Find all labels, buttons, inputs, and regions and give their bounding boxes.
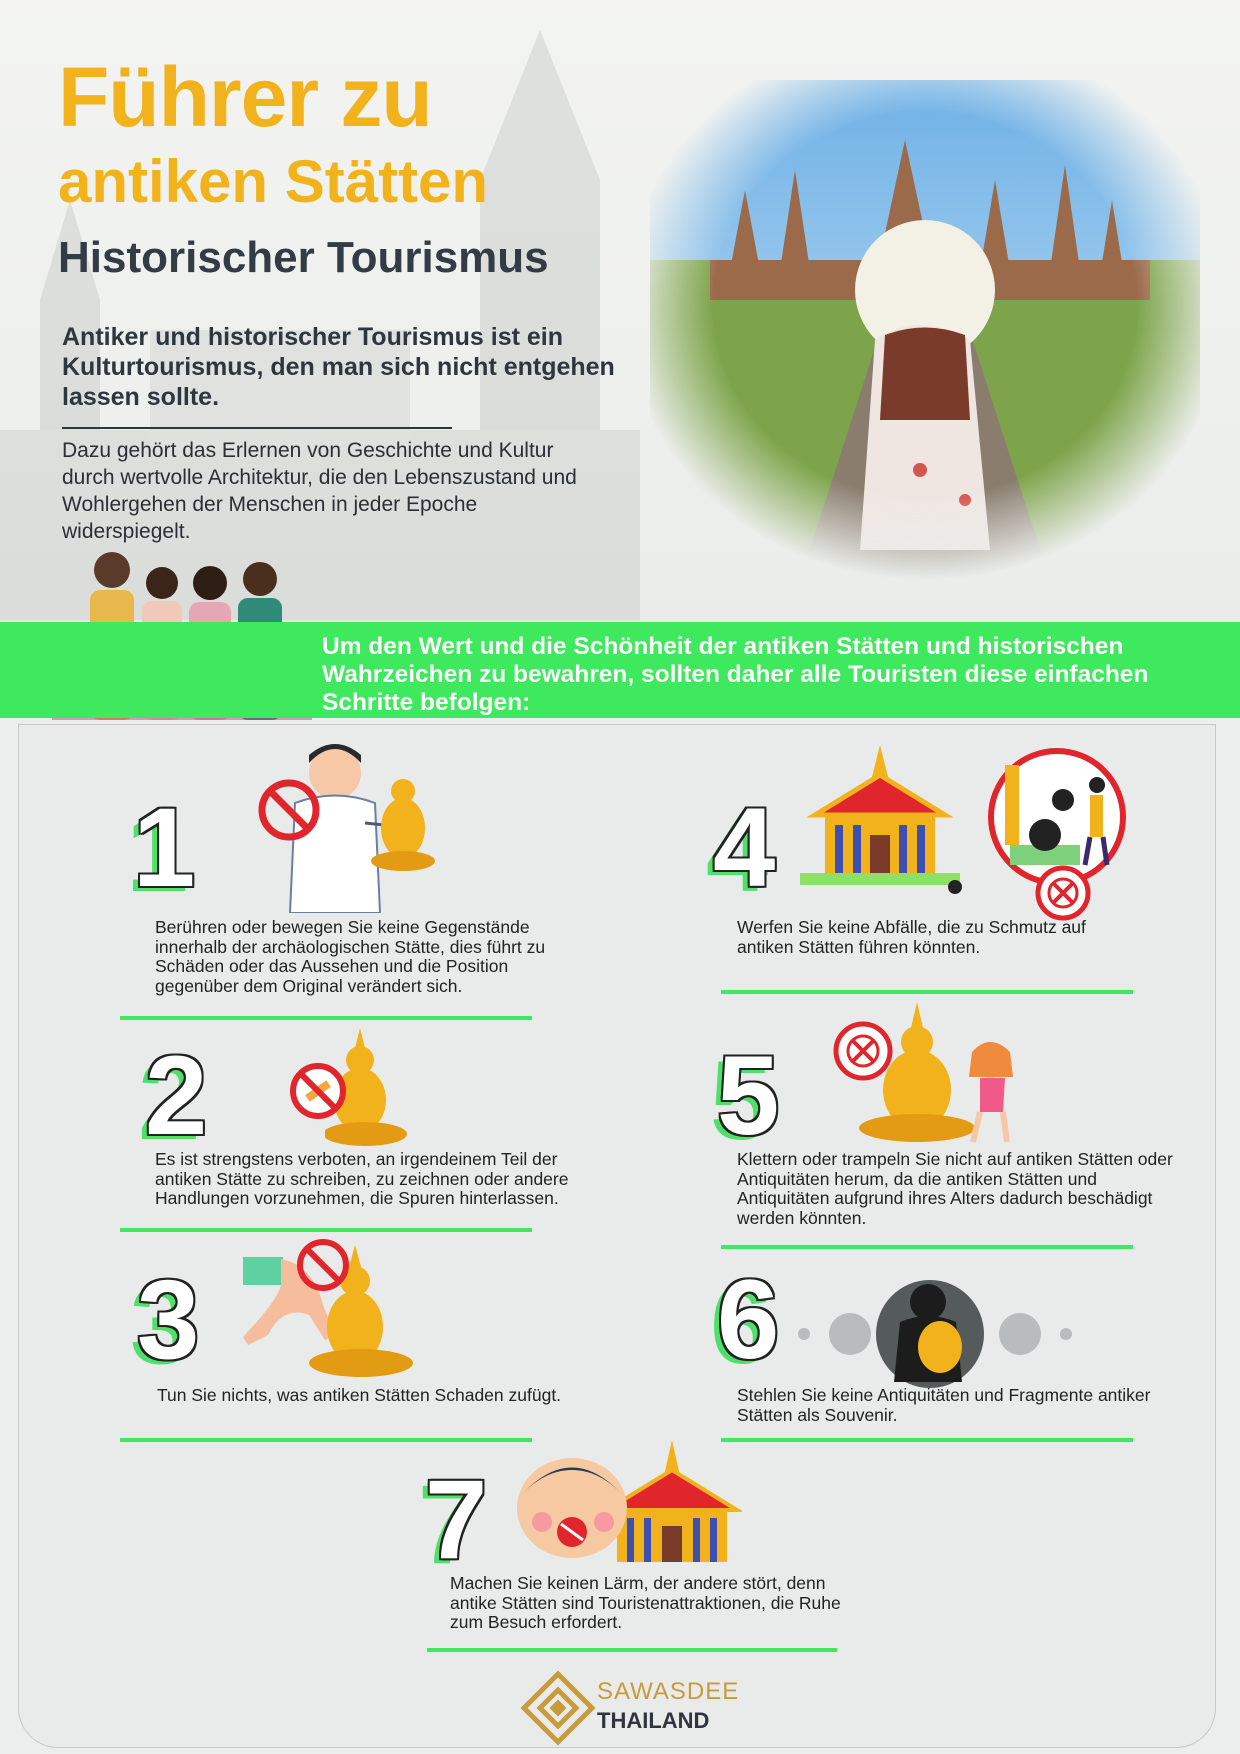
- step-6-illustration: [790, 1262, 1080, 1392]
- step-6-divider: [721, 1438, 1133, 1442]
- step-3-number: 3: [137, 1257, 200, 1382]
- step-2-no-pencil-icon: [289, 1062, 347, 1120]
- step-5-text: Klettern oder trampeln Sie nicht auf antiken Stätten oder Antiquitäten herum, da die antiken Stätten und Antiquitäten aufgrund ihres Alters dadurch beschädigt werden könnten.: [737, 1149, 1173, 1228]
- step-2-divider: [120, 1228, 532, 1232]
- step-7-illustration: [512, 1440, 742, 1570]
- brand-name-line1: SAWASDEE: [597, 1678, 740, 1705]
- step-4-divider: [721, 990, 1133, 994]
- step-7-text: Machen Sie keinen Lärm, der andere stört, denn antike Stätten sind Touristenattraktionen, die Ruhe zum Besuch erfordert.: [450, 1573, 841, 1633]
- step-4-no-icon: [1034, 864, 1092, 922]
- subtitle: Historischer Tourismus: [58, 233, 549, 282]
- lead-divider: [62, 427, 452, 429]
- step-6-number: 6: [717, 1257, 780, 1382]
- step-3-prohibit-icon: [295, 1237, 351, 1293]
- title-line-2: antiken Stätten: [58, 148, 489, 215]
- step-5-divider: [721, 1245, 1133, 1249]
- step-4-number: 4: [713, 785, 776, 910]
- step-1-divider: [120, 1016, 532, 1020]
- step-2-text: Es ist strengstens verboten, an irgendeinem Teil der antiken Stätte zu schreiben, zu zeichnen oder andere Handlungen vorzunehmen, die Spuren hinterlassen.: [155, 1149, 569, 1209]
- sawasdee-logo-icon: [518, 1668, 598, 1748]
- step-3-text: Tun Sie nichts, was antiken Stätten Schaden zufügt.: [157, 1385, 562, 1405]
- step-4-text: Werfen Sie keine Abfälle, die zu Schmutz auf antiken Stätten führen könnten.: [737, 917, 1086, 957]
- step-1-text: Berühren oder bewegen Sie keine Gegenstände innerhalb der archäologischen Stätte, dies führt zu Schäden oder das Aussehen und die Position gegenüber dem Original verändert sich.: [155, 917, 546, 996]
- step-7-divider: [427, 1648, 837, 1652]
- step-1-prohibit-icon: [257, 778, 321, 842]
- intro-text: Dazu gehört das Erlernen von Geschichte und Kultur durch wertvolle Architektur, die den Lebenszustand und Wohlergehen der Menschen in jeder Epoche widerspiegelt.: [62, 439, 577, 543]
- brand-name-line2: THAILAND: [597, 1708, 710, 1733]
- step-5-number: 5: [717, 1033, 780, 1158]
- title-line-1: Führer zu: [58, 50, 432, 144]
- banner-text: Um den Wert und die Schönheit der antiken Stätten und historischen Wahrzeichen zu bewahren, sollten daher alle Touristen diese einfachen Schritte befolgen:: [322, 633, 1149, 716]
- step-5-no-icon: [832, 1020, 894, 1082]
- step-1-number: 1: [133, 785, 196, 910]
- step-3-divider: [120, 1438, 532, 1442]
- step-7-number: 7: [425, 1457, 488, 1582]
- step-2-number: 2: [145, 1033, 208, 1158]
- lead-text: Antiker und historischer Tourismus ist ein Kulturtourismus, den man sich nicht entgehen lassen sollte.: [62, 323, 615, 411]
- step-4-temple-illustration: [795, 745, 990, 895]
- step-6-text: Stehlen Sie keine Antiquitäten und Fragmente antiker Stätten als Souvenir.: [737, 1385, 1151, 1425]
- temple-tourist-photo: [650, 80, 1200, 580]
